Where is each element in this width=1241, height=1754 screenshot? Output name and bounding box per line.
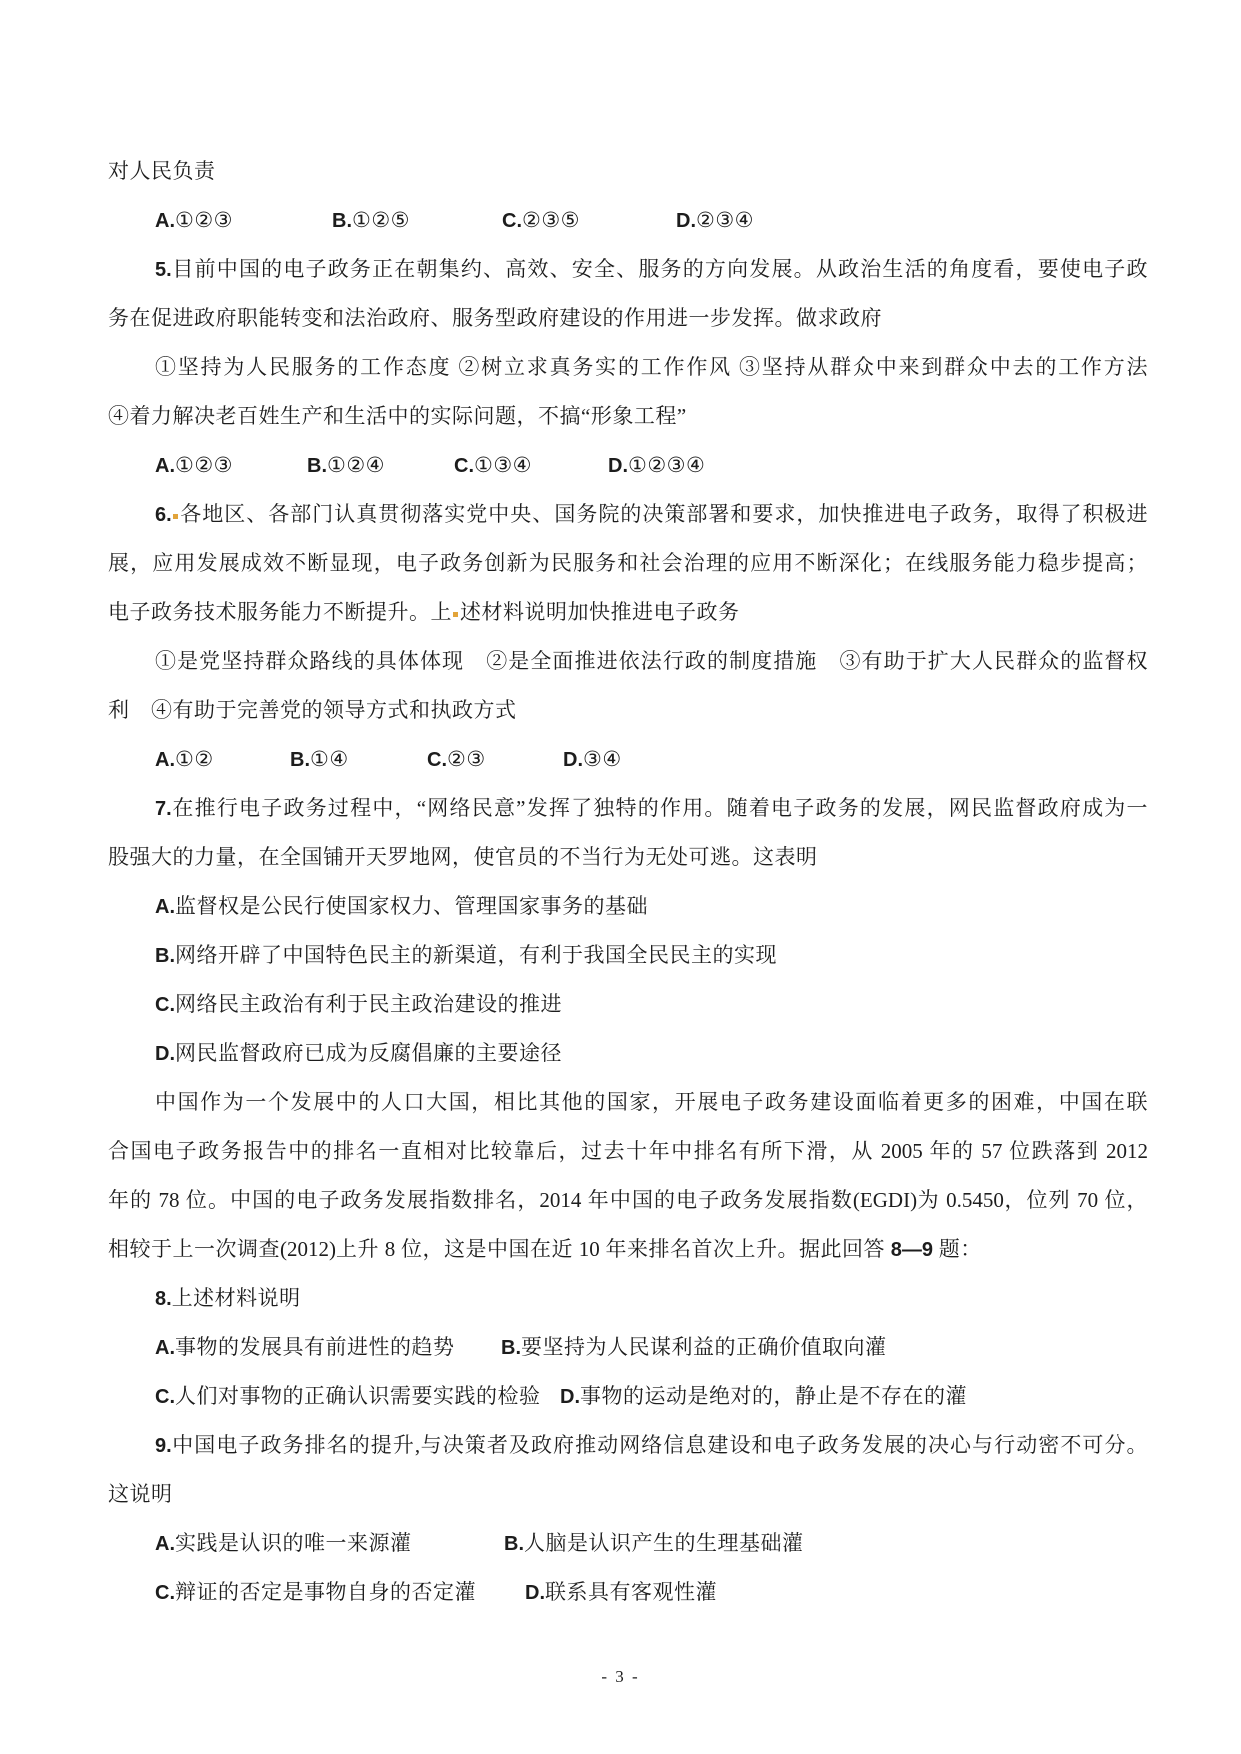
text-line: A.监督权是公民行使国家权力、管理国家事务的基础 (155, 894, 648, 918)
question-stem: 5.目前中国的电子政务正在朝集约、高效、安全、服务的方向发展。从政治生活的角度看，要使电子政 (155, 257, 1148, 281)
option-item: B.①④ (290, 747, 349, 771)
option-item: B.①②④ (307, 453, 385, 477)
option-item: A.事物的发展具有前进性的趋势 (155, 1335, 455, 1359)
option-item: A.①②③ (155, 453, 233, 477)
question-stem: 7.在推行电子政务过程中，“网络民意”发挥了独特的作用。随着电子政务的发展，网民监督政府成为一 (155, 796, 1148, 820)
text-line: ①坚持为人民服务的工作态度 ②树立求真务实的工作作风 ③坚持从群众中来到群众中去的工作方法 (155, 355, 1148, 379)
text-line: 中国作为一个发展中的人口大国，相比其他的国家，开展电子政务建设面临着更多的困难，中国在联 (155, 1090, 1148, 1114)
options-row (108, 196, 1148, 245)
text-line: 对人民负责 (108, 159, 216, 183)
option-item: B.人脑是认识产生的生理基础灌 (504, 1531, 804, 1555)
page-number: - 3 - (601, 1667, 640, 1686)
text-line: 利 ④有助于完善党的领导方式和执政方式 (108, 698, 517, 722)
artifact-dot (173, 514, 178, 519)
text-line: C.网络民主政治有利于民主政治建设的推进 (155, 992, 562, 1016)
text-line: 电子政务技术服务能力不断提升。上 述材料说明加快推进电子政务 (108, 600, 740, 624)
option-item: A.①② (155, 747, 214, 771)
text-line: D.网民监督政府已成为反腐倡廉的主要途径 (155, 1041, 562, 1065)
text-line: 股强大的力量，在全国铺开天罗地网，使官员的不当行为无处可逃。这表明 (108, 845, 818, 869)
options-row (108, 1372, 1148, 1421)
option-item: B.①②⑤ (332, 208, 410, 232)
option-item: A.①②③ (155, 208, 233, 232)
text-line: 展，应用发展成效不断显现，电子政务创新为民服务和社会治理的应用不断深化；在线服务能力稳步提高； (108, 551, 1148, 575)
options-row (108, 1568, 1148, 1617)
option-item: C.辩证的否定是事物自身的否定灌 (155, 1580, 476, 1604)
text-line: ①是党坚持群众路线的具体体现 ②是全面推进依法行政的制度措施 ③有助于扩大人民群众的监督权 (155, 649, 1148, 673)
option-item: D.①②③④ (608, 453, 706, 477)
option-item: B.要坚持为人民谋利益的正确价值取向灌 (501, 1335, 887, 1359)
option-item: D.联系具有客观性灌 (525, 1580, 717, 1604)
option-item: D.③④ (563, 747, 622, 771)
options-row (108, 1519, 1148, 1568)
text-line: 合国电子政务报告中的排名一直相对比较靠后，过去十年中排名有所下滑，从 2005 年的 57 位跌落到 2012 (108, 1139, 1149, 1163)
options-row (108, 1323, 1148, 1372)
text-line: 这说明 (108, 1482, 173, 1506)
page-content (108, 147, 1148, 1617)
options-row (108, 735, 1148, 784)
text-line: ④着力解决老百姓生产和生活中的实际问题，不搞“形象工程” (108, 404, 687, 428)
text-line: 相较于上一次调查(2012)上升 8 位，这是中国在近 10 年来排名首次上升。据此回答 8—9 题： (108, 1237, 982, 1261)
question-stem: 6. 各地区、各部门认真贯彻落实党中央、国务院的决策部署和要求，加快推进电子政务，取得了积极进 (155, 502, 1148, 526)
question-stem: 8.上述材料说明 (155, 1286, 301, 1310)
text-line: B.网络开辟了中国特色民主的新渠道，有利于我国全民民主的实现 (155, 943, 777, 967)
option-item: D.②③④ (676, 208, 754, 232)
option-item: D.事物的运动是绝对的，静止是不存在的灌 (560, 1384, 967, 1408)
option-item: C.②③ (427, 747, 486, 771)
text-line: 务在促进政府职能转变和法治政府、服务型政府建设的作用进一步发挥。做求政府 (108, 306, 882, 330)
option-item: A.实践是认识的唯一来源灌 (155, 1531, 412, 1555)
option-item: C.②③⑤ (502, 208, 580, 232)
option-item: C.人们对事物的正确认识需要实践的检验 (155, 1384, 541, 1408)
options-row (108, 441, 1148, 490)
option-item: C.①③④ (454, 453, 532, 477)
text-line: 年的 78 位。中国的电子政务发展指数排名，2014 年中国的电子政务发展指数(EGDI)为 0.5450，位列 70 位， (108, 1188, 1149, 1212)
question-stem: 9.中国电子政务排名的提升,与决策者及政府推动网络信息建设和电子政务发展的决心与行动密不可分。 (155, 1433, 1149, 1457)
artifact-dot (453, 612, 458, 617)
